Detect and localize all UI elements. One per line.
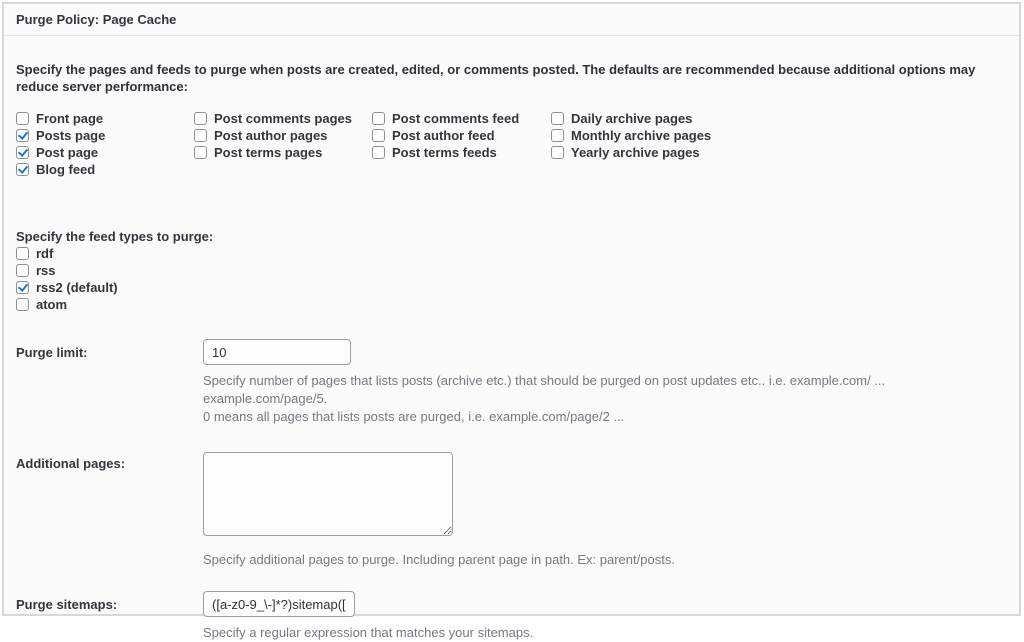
checkbox[interactable] [551, 112, 564, 125]
purge-targets-column-3 [372, 110, 551, 178]
purge-sitemaps-label: Purge sitemaps: [16, 597, 118, 612]
checkbox-label: rdf [36, 246, 54, 261]
purge-sitemaps-input[interactable] [203, 591, 355, 617]
additional-pages-row [16, 452, 1007, 569]
checkbox[interactable] [16, 247, 29, 260]
feed-types-list [16, 245, 1007, 313]
checkbox-label: Daily archive pages [571, 111, 693, 126]
checkbox-option[interactable] [194, 110, 372, 127]
checkbox[interactable] [194, 129, 207, 142]
checkbox-option[interactable] [16, 144, 194, 161]
purge-sitemaps-description: Specify a regular expression that matches your sitemaps. [203, 625, 534, 640]
checkbox-option[interactable] [551, 127, 1007, 144]
intro-text: Specify the pages and feeds to purge when posts are created, edited, or comments posted. The defaults are recommended because additional options may reduce server performance: [16, 62, 976, 94]
checkbox-option[interactable] [16, 161, 194, 178]
checkbox-label: Blog feed [36, 162, 96, 177]
checkbox-label: Yearly archive pages [571, 145, 700, 160]
checkbox[interactable] [16, 146, 29, 159]
checkbox-label: Front page [36, 111, 104, 126]
panel-body [4, 61, 1019, 642]
checkbox-label: Post terms pages [214, 145, 323, 160]
checkbox[interactable] [372, 146, 385, 159]
checkbox-label: rss2 (default) [36, 280, 118, 295]
checkbox-label: Monthly archive pages [571, 128, 712, 143]
checkbox-label: Posts page [36, 128, 106, 143]
checkbox-option[interactable] [16, 296, 1007, 313]
checkbox-label: Post comments pages [214, 111, 352, 126]
checkbox-label: Post page [36, 145, 99, 160]
checkbox-label: Post author pages [214, 128, 328, 143]
purge-limit-description-line1: Specify number of pages that lists posts (archive etc.) that should be purged on post updates etc.. i.e. example.com/ ... example.com/page/5. [203, 373, 886, 406]
checkbox-label: Post comments feed [392, 111, 520, 126]
checkbox-option[interactable] [16, 279, 1007, 296]
purge-limit-input[interactable] [203, 339, 351, 365]
checkbox-option[interactable] [16, 245, 1007, 262]
checkbox-option[interactable] [372, 127, 551, 144]
checkbox[interactable] [16, 264, 29, 277]
checkbox-option[interactable] [16, 262, 1007, 279]
checkbox[interactable] [372, 112, 385, 125]
purge-limit-label: Purge limit: [16, 345, 88, 360]
checkbox-label: rss [36, 263, 56, 278]
checkbox[interactable] [194, 146, 207, 159]
purge-targets-column-1 [16, 110, 194, 178]
settings-panel [2, 2, 1021, 640]
additional-pages-description: Specify additional pages to purge. Including parent page in path. Ex: parent/posts. [203, 552, 675, 567]
checkbox[interactable] [551, 129, 564, 142]
checkbox-option[interactable] [551, 144, 1007, 161]
purge-limit-control [203, 339, 1007, 426]
purge-sitemaps-control [203, 591, 1007, 642]
additional-pages-label: Additional pages: [16, 456, 126, 471]
checkbox-label: atom [36, 297, 68, 312]
purge-limit-description-line2: 0 means all pages that lists posts are purged, i.e. example.com/page/2 ... [203, 409, 625, 424]
checkbox[interactable] [372, 129, 385, 142]
checkbox-option[interactable] [16, 110, 194, 127]
checkbox-option[interactable] [194, 127, 372, 144]
purge-targets-column-4 [551, 110, 1007, 178]
purge-limit-row [16, 339, 1007, 426]
purge-targets-grid [16, 110, 1007, 178]
checkbox[interactable] [194, 112, 207, 125]
purge-sitemaps-row [16, 591, 1007, 642]
feed-types-section [16, 228, 1007, 313]
checkbox-option[interactable] [551, 110, 1007, 127]
additional-pages-control [203, 452, 1007, 569]
feed-types-label: Specify the feed types to purge: [16, 229, 214, 244]
checkbox-option[interactable] [16, 127, 194, 144]
checkbox-option[interactable] [194, 144, 372, 161]
checkbox[interactable] [16, 163, 29, 176]
checkbox-option[interactable] [372, 144, 551, 161]
panel-title: Purge Policy: Page Cache [4, 4, 1019, 36]
checkbox[interactable] [16, 112, 29, 125]
purge-limit-description [203, 372, 1007, 426]
additional-pages-textarea[interactable] [203, 452, 453, 536]
checkbox[interactable] [16, 129, 29, 142]
checkbox-label: Post author feed [392, 128, 495, 143]
checkbox[interactable] [16, 298, 29, 311]
purge-targets-column-2 [194, 110, 372, 178]
checkbox[interactable] [16, 281, 29, 294]
checkbox[interactable] [551, 146, 564, 159]
checkbox-option[interactable] [372, 110, 551, 127]
checkbox-label: Post terms feeds [392, 145, 497, 160]
